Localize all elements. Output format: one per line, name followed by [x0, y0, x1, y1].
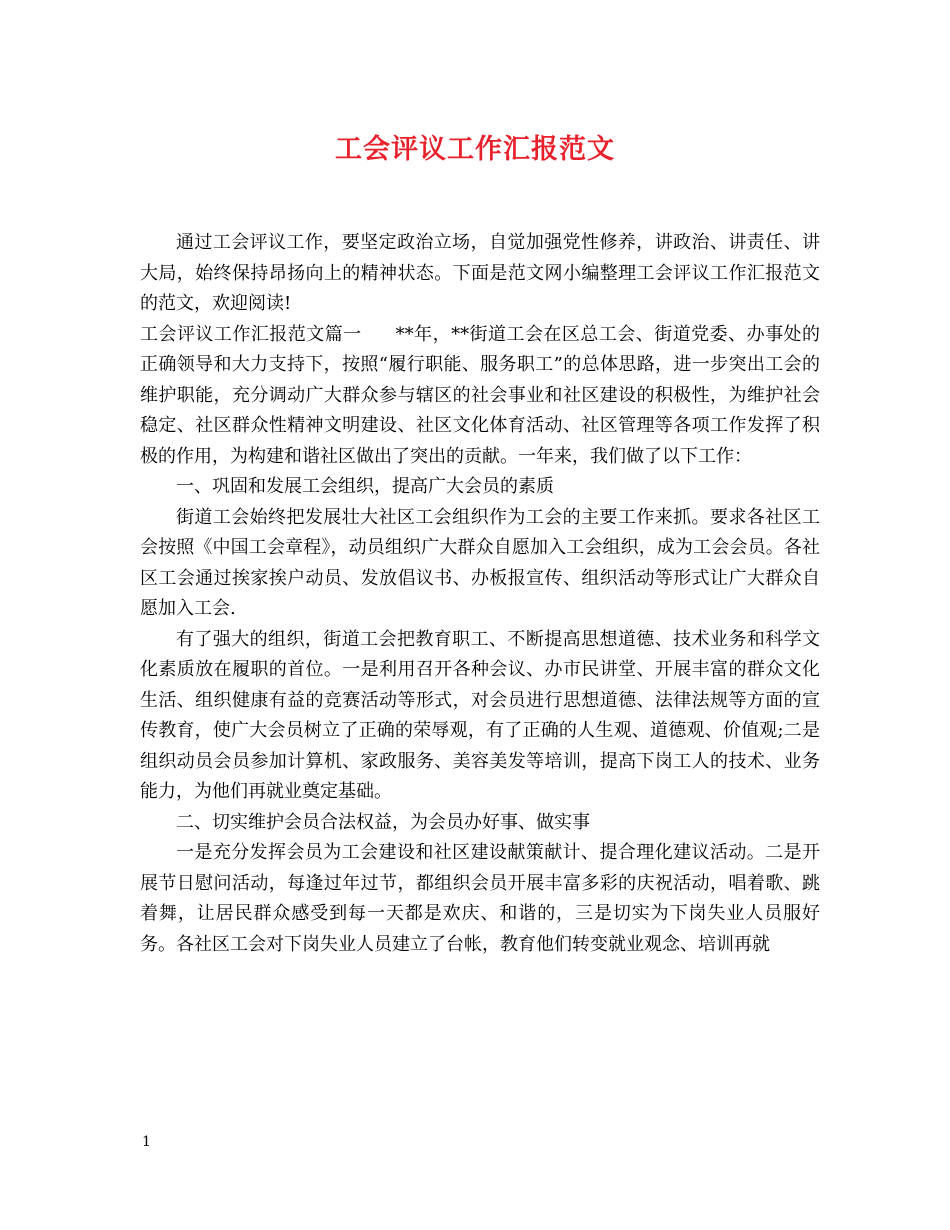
document-body [140, 228, 820, 960]
page-number: 1 [142, 1134, 151, 1150]
body-paragraph-2: 有了强大的组织，街道工会把教育职工、不断提高思想道德、技术业务和科学文化素质放在履职的首位。一是利用召开各种会议、办市民讲堂、开展丰富的群众文化生活、组织健康有益的竞赛活动等形式，对会员进行思想道德、法律法规等方面的宣传教育，使广大会员树立了正确的荣辱观，有了正确的人生观、道德观、价值观;二是组织动员会员参加计算机、家政服务、美容美发等培训，提高下岗工人的技术、业务能力，为他们再就业奠定基础。 [140, 628, 820, 802]
section-heading-2: 二、切实维护会员合法权益，为会员办好事、做实事 [176, 811, 590, 833]
section-label: 工会评议工作汇报范文篇一 [140, 323, 362, 345]
section-heading-1: 一、巩固和发展工会组织，提高广大会员的素质 [176, 476, 554, 497]
section-text: **年，**街道工会在区总工会、街道党委、办事处的正确领导和大力支持下，按照“履行职能、服务职工”的总体思路，进一步突出工会的维护职能，充分调动广大群众参与辖区的社会事业和社区建设的积极性，为维护社会稳定、社区群众性精神文明建设、社区文化体育活动、社区管理等各项工作发挥了积极的作用，为构建和谐社区做出了突出的贡献。一年来，我们做了以下工作： [140, 323, 821, 467]
body-paragraph-1: 街道工会始终把发展壮大社区工会组织作为工会的主要工作来抓。要求各社区工会按照《中国工会章程》，动员组织广大群众自愿加入工会组织，成为工会会员。各社区工会通过挨家挨户动员、发放倡议书、办板报宣传、组织活动等形式让广大群众自愿加入工会. [140, 506, 820, 619]
document-title: 工会评议工作汇报范文 [335, 134, 615, 165]
body-paragraph-3: 一是充分发挥会员为工会建设和社区建设献策献计、提合理化建议活动。二是开展节日慰问活动，每逢过年过节，都组织会员开展丰富多彩的庆祝活动，唱着歌、跳着舞，让居民群众感受到每一天都是欢庆、和谐的，三是切实为下岗失业人员服好务。各社区工会对下岗失业人员建立了台帐，教育他们转变就业观念、培训再就 [140, 842, 820, 955]
section-paragraph [140, 320, 820, 473]
intro-paragraph: 通过工会评议工作，要坚定政治立场，自觉加强党性修养，讲政治、讲责任、讲大局，始终保持昂扬向上的精神状态。下面是范文网小编整理工会评议工作汇报范文的范文，欢迎阅读! [140, 232, 820, 314]
